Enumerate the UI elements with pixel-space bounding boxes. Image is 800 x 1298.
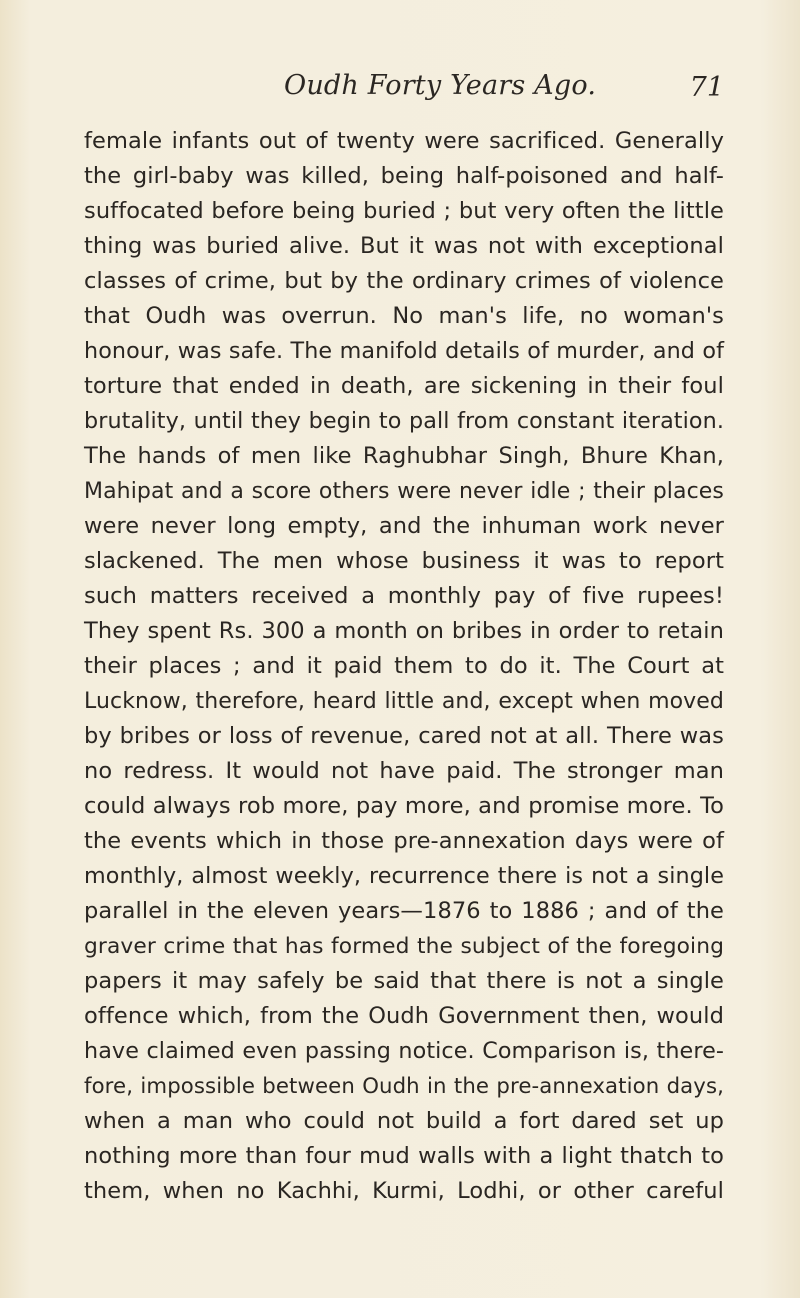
- text-line: parallel in the eleven years—1876 to 1886 ; and of the: [84, 898, 724, 924]
- text-line: slackened. The men whose business it was to report: [84, 548, 724, 574]
- text-line: nothing more than four mud walls with a light thatch to: [84, 1143, 724, 1169]
- text-line: Mahipat and a score others were never idle ; their places: [84, 479, 724, 504]
- text-line: They spent Rs. 300 a month on bribes in order to retain: [84, 618, 724, 644]
- text-line: torture that ended in death, are sickening in their foul: [84, 373, 724, 399]
- text-line: classes of crime, but by the ordinary crimes of violence: [84, 268, 724, 294]
- text-line: honour, was safe. The manifold details of murder, and of: [84, 338, 724, 364]
- text-line: Lucknow, therefore, heard little and, except when moved: [84, 689, 724, 714]
- running-title: Oudh Forty Years Ago.: [284, 70, 597, 101]
- text-line: female infants out of twenty were sacrificed. Generally: [84, 128, 724, 154]
- page-header: [84, 70, 724, 110]
- text-line: papers it may safely be said that there is not a single: [84, 968, 724, 994]
- body-text: [84, 124, 724, 1209]
- text-line: the girl-baby was killed, being half-poisoned and half-: [84, 163, 724, 189]
- text-line: their places ; and it paid them to do it. The Court at: [84, 653, 724, 679]
- text-line: such matters received a monthly pay of five rupees!: [84, 583, 724, 609]
- text-line: monthly, almost weekly, recurrence there is not a single: [84, 863, 724, 889]
- text-line: graver crime that has formed the subject of the foregoing: [84, 934, 724, 959]
- text-line: thing was buried alive. But it was not with exceptional: [84, 233, 724, 259]
- text-line: when a man who could not build a fort dared set up: [84, 1108, 724, 1134]
- text-line: them, when no Kachhi, Kurmi, Lodhi, or other careful: [84, 1178, 724, 1204]
- page-number: 71: [689, 72, 724, 103]
- text-line: that Oudh was overrun. No man's life, no woman's: [84, 303, 724, 329]
- text-line: fore, impossible between Oudh in the pre-annexation days,: [84, 1074, 724, 1099]
- text-line: no redress. It would not have paid. The stronger man: [84, 758, 724, 784]
- text-line: suffocated before being buried ; but very often the little: [84, 198, 724, 224]
- text-line: have claimed even passing notice. Comparison is, there-: [84, 1038, 724, 1064]
- text-line: could always rob more, pay more, and promise more. To: [84, 793, 724, 819]
- text-line: offence which, from the Oudh Government then, would: [84, 1003, 724, 1029]
- text-line: The hands of men like Raghubhar Singh, Bhure Khan,: [84, 443, 724, 469]
- text-line: the events which in those pre-annexation days were of: [84, 828, 724, 854]
- text-line: by bribes or loss of revenue, cared not at all. There was: [84, 723, 724, 749]
- text-line: brutality, until they begin to pall from constant iteration.: [84, 408, 724, 434]
- text-line: were never long empty, and the inhuman work never: [84, 513, 724, 539]
